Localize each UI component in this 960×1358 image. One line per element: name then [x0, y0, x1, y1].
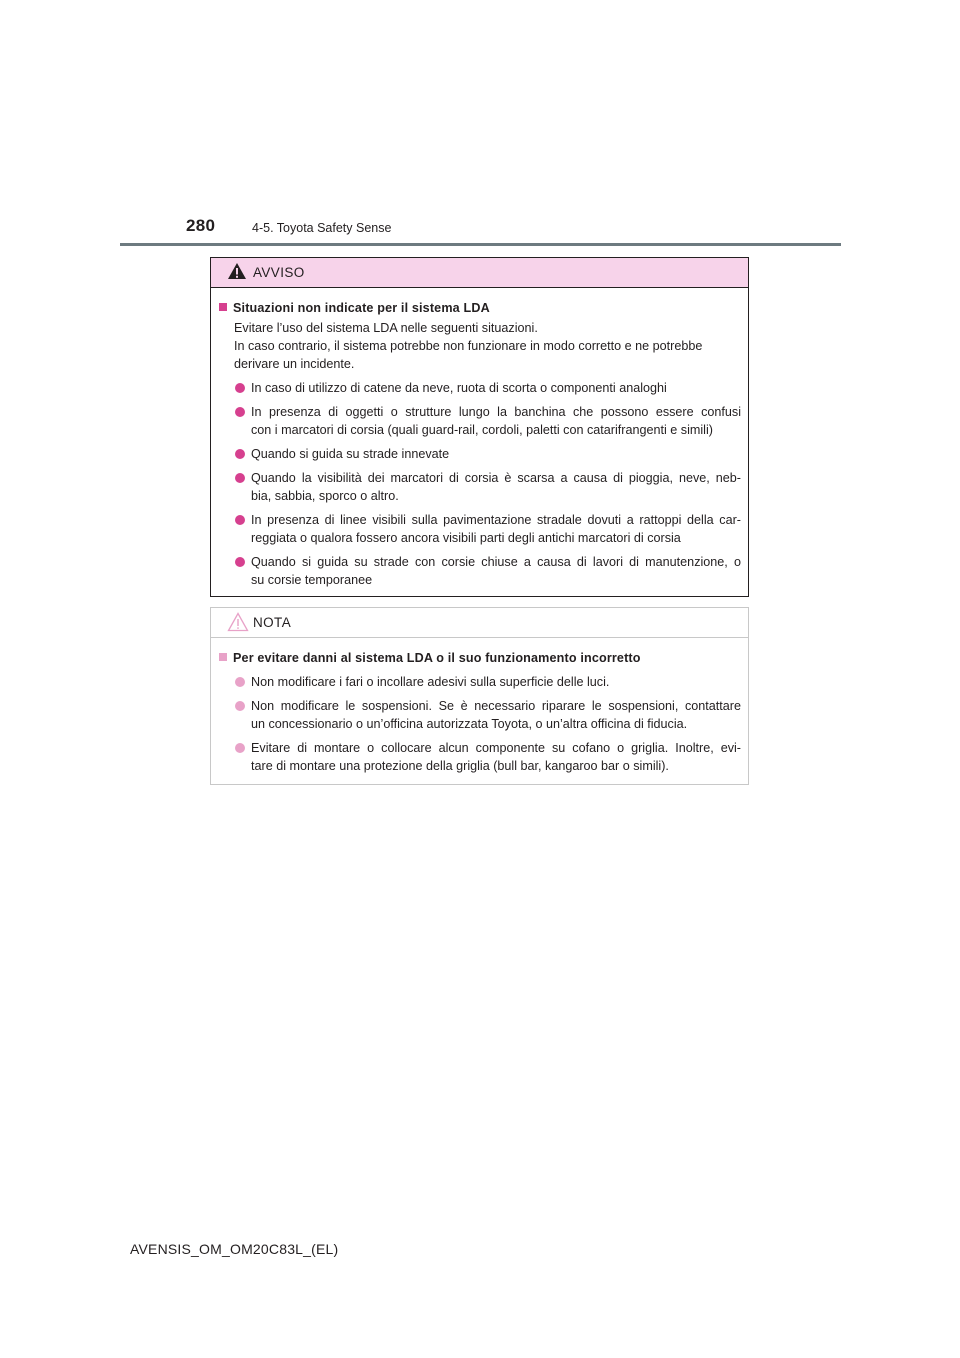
list-item-text: In presenza di oggetti o strutture lungo la banchina che possono essere confusi	[251, 405, 741, 419]
header-rule	[120, 243, 841, 246]
list-item	[219, 739, 741, 775]
intro-line: In caso contrario, il sistema potrebbe non funzionare in modo corretto e ne potrebbe	[234, 339, 703, 353]
circle-bullet-icon	[235, 743, 245, 753]
list-item	[219, 445, 741, 463]
note-heading-text: Per evitare danni al sistema LDA o il suo funzionamento incorretto	[233, 651, 641, 665]
list-item	[219, 673, 741, 691]
list-item-text: Quando la visibilità dei marcatori di corsia è scarsa a causa di pioggia, neve, neb-	[251, 471, 741, 485]
list-item	[219, 469, 741, 505]
caution-triangle-outline-icon	[227, 612, 249, 632]
list-item	[219, 403, 741, 439]
document-code: AVENSIS_OM_OM20C83L_(EL)	[130, 1241, 339, 1257]
list-item-text: su corsie temporanee	[251, 573, 373, 587]
list-item	[219, 379, 741, 397]
warning-box	[210, 257, 749, 597]
warning-label: AVVISO	[253, 265, 305, 280]
circle-bullet-icon	[235, 449, 245, 459]
note-bullet-list	[219, 673, 741, 775]
circle-bullet-icon	[235, 677, 245, 687]
list-item-text: bia, sabbia, sporco o altro.	[251, 489, 399, 503]
list-item	[219, 511, 741, 547]
list-item-text: Quando si guida su strade con corsie chiuse a causa di lavori di manutenzione, o	[251, 555, 741, 569]
list-item	[219, 697, 741, 733]
circle-bullet-icon	[235, 515, 245, 525]
list-item-text: Evitare di montare o collocare alcun componente su cofano o griglia. Inoltre, evi-	[251, 741, 741, 755]
list-item-text: un concessionario o un’officina autorizzata Toyota, o un’altra officina di fiducia.	[251, 717, 688, 731]
list-item-text: con i marcatori di corsia (quali guard-rail, cordoli, paletti con catarifrangenti e simili)	[251, 423, 713, 437]
warning-heading-text: Situazioni non indicate per il sistema LDA	[233, 301, 490, 315]
circle-bullet-icon	[235, 473, 245, 483]
warning-box-header	[211, 258, 748, 288]
square-bullet-icon	[219, 303, 227, 311]
warning-heading	[219, 299, 741, 317]
intro-line: derivare un incidente.	[234, 357, 355, 371]
note-heading	[219, 649, 741, 667]
circle-bullet-icon	[235, 383, 245, 393]
list-item-text: Quando si guida su strade innevate	[251, 447, 450, 461]
warning-bullet-list	[219, 379, 741, 589]
section-title: 4-5. Toyota Safety Sense	[252, 221, 392, 235]
warning-triangle-icon	[227, 262, 247, 280]
square-bullet-icon	[219, 653, 227, 661]
circle-bullet-icon	[235, 407, 245, 417]
intro-line: Evitare l’uso del sistema LDA nelle seguenti situazioni.	[234, 321, 538, 335]
list-item-text: Non modificare i fari o incollare adesivi sulla superficie delle luci.	[251, 675, 610, 689]
note-box	[210, 607, 749, 785]
list-item-text: Non modificare le sospensioni. Se è necessario riparare le sospensioni, contattare	[251, 699, 741, 713]
note-box-header	[211, 608, 748, 638]
list-item-text: reggiata o qualora fossero ancora visibili parti degli antichi marcatori di corsia	[251, 531, 681, 545]
warning-intro	[219, 319, 741, 373]
note-label: NOTA	[253, 615, 292, 630]
list-item-text: In presenza di linee visibili sulla pavimentazione stradale dovuti a rattoppi della car-	[251, 513, 741, 527]
page-number: 280	[186, 216, 216, 235]
circle-bullet-icon	[235, 701, 245, 711]
list-item-text: In caso di utilizzo di catene da neve, ruota di scorta o componenti analoghi	[251, 381, 667, 395]
circle-bullet-icon	[235, 557, 245, 567]
list-item	[219, 553, 741, 589]
list-item-text: tare di montare una protezione della griglia (bull bar, kangaroo bar o simili).	[251, 759, 669, 773]
